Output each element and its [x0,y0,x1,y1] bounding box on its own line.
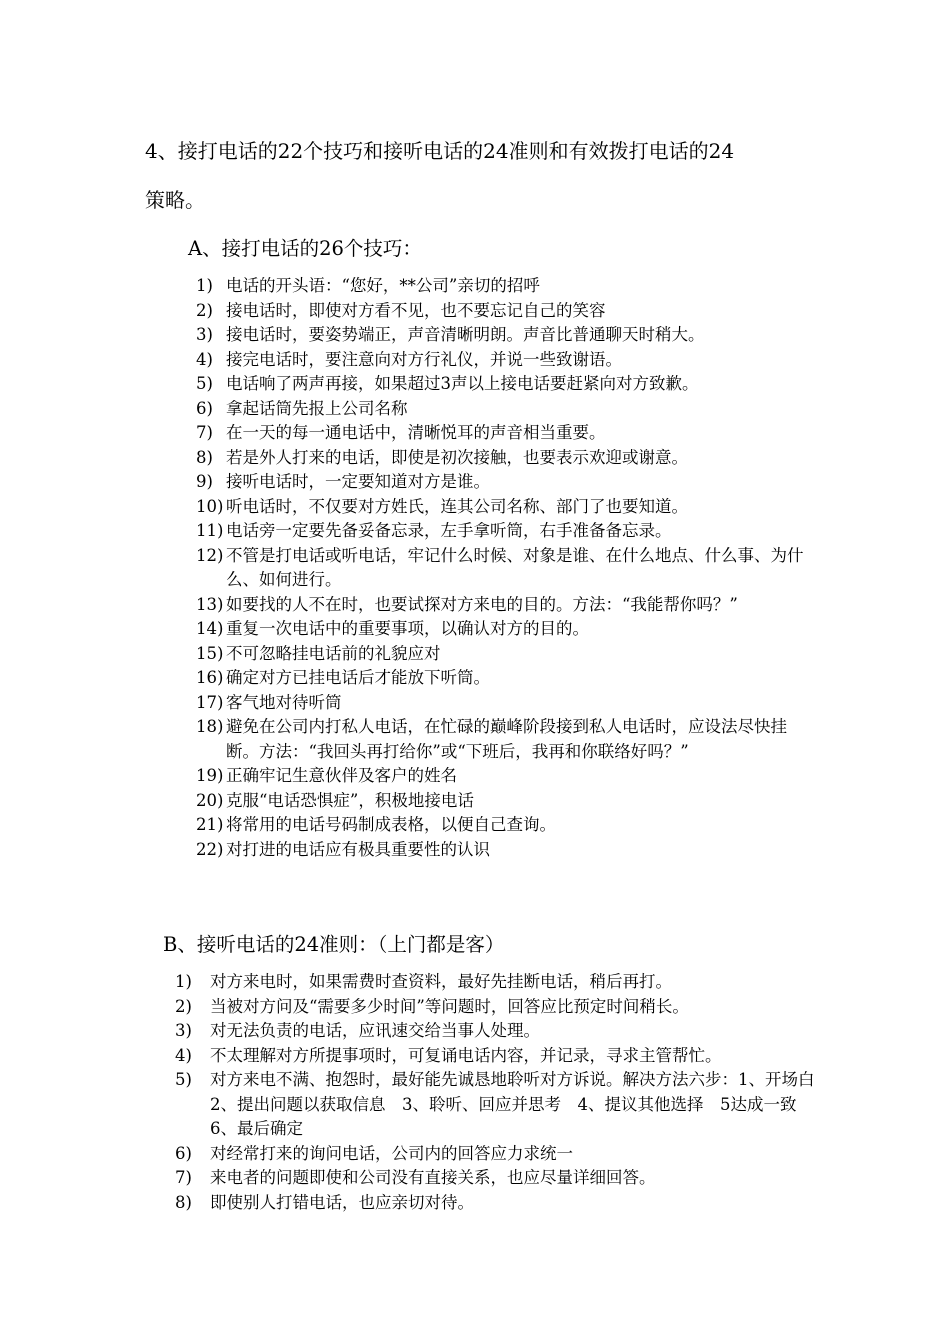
list-item-text: 电话旁一定要先备妥备忘录，左手拿听筒，右手准备备忘录。 [226,521,672,540]
section-a-list [196,274,810,862]
list-item-text: 如要找的人不在时，也要试探对方来电的目的。方法：“我能帮你吗？” [226,594,738,614]
list-item [196,470,810,495]
list-item-number: 11) [196,521,224,540]
list-item-text: 对经常打来的询问电话，公司内的回答应力求统一 [210,1143,573,1163]
list-item-text: 重复一次电话中的重要事项，以确认对方的目的。 [226,619,589,638]
list-item-number: 15) [196,643,224,663]
list-item-number: 4) [175,1045,192,1065]
list-item-number: 1) [196,276,213,295]
list-item [196,642,810,667]
list-item-text: 电话响了两声再接，如果超过3声以上接电话要赶紧向对方致歉。 [226,374,699,393]
list-item-number: 4) [196,349,213,369]
list-item-text: 对方来电不满、抱怨时，最好能先诚恳地聆听对方诉说。解决方法六步：1、开场白 2、提出问题以获取信息 3、聆听、回应并思考 4、提议其他选择 5达成一致 6、最后确定 [210,1070,831,1138]
list-item-text: 听电话时，不仅要对方姓氏，连其公司名称、部门了也要知道。 [226,496,688,516]
document-heading-line2: 策略。 [145,188,205,212]
section-b-list [175,970,831,1215]
list-item-number: 6) [175,1143,192,1163]
list-item-text: 接听电话时，一定要知道对方是谁。 [226,472,490,491]
list-item-text: 即使别人打错电话，也应亲切对待。 [210,1192,474,1212]
list-item [196,446,810,471]
list-item-text: 对打进的电话应有极具重要性的认识 [226,839,490,859]
list-item [196,838,810,863]
list-item-number: 2) [175,996,192,1016]
list-item [196,789,810,814]
section-b-title: B、接听电话的24准则：（上门都是客） [163,933,505,956]
list-item-text: 在一天的每一通电话中，清晰悦耳的声音相当重要。 [226,423,606,442]
list-item-text: 若是外人打来的电话，即使是初次接触，也要表示欢迎或谢意。 [226,447,688,467]
list-item [196,593,810,618]
list-item-number: 9) [196,472,213,491]
list-item [196,372,810,397]
list-item-number: 21) [196,815,224,834]
list-item-text: 确定对方已挂电话后才能放下听筒。 [226,668,490,687]
list-item-text: 当被对方问及“需要多少时间”等问题时，回答应比预定时间稍长。 [210,996,689,1016]
document-heading-line1: 4、接打电话的22个技巧和接听电话的24准则和有效拨打电话的24 [145,139,735,163]
list-item [196,348,810,373]
list-item [175,1142,820,1167]
list-item-text: 对方来电时，如果需费时查资料，最好先挂断电话，稍后再打。 [210,972,672,991]
list-item [196,299,810,324]
list-item-number: 18) [196,717,224,736]
list-item-number: 5) [196,374,213,393]
list-item-number: 16) [196,668,224,687]
list-item-number: 20) [196,790,224,810]
list-item-text: 接电话时，要姿势端正，声音清晰明朗。声音比普通聊天时稍大。 [226,325,705,344]
list-item [196,274,810,299]
list-item [196,544,810,593]
list-item-text: 拿起话筒先报上公司名称 [226,398,408,418]
list-item [175,1166,820,1191]
list-item-number: 19) [196,766,224,785]
list-item-number: 1) [175,972,192,991]
list-item-text: 客气地对待听筒 [226,692,342,712]
list-item [175,1019,820,1044]
list-item [196,397,810,422]
list-item [175,970,820,995]
list-item [196,495,810,520]
list-item [196,421,810,446]
list-item-number: 17) [196,692,224,712]
list-item-number: 3) [196,325,213,344]
list-item-text: 来电者的问题即使和公司没有直接关系，也应尽量详细回答。 [210,1168,656,1187]
section-a-title: A、接打电话的26个技巧： [188,237,422,260]
list-item-number: 22) [196,839,224,859]
list-item-number: 6) [196,398,213,418]
list-item-text: 避免在公司内打私人电话，在忙碌的巅峰阶段接到私人电话时，应设法尽快挂断。方法：“我回头再打给你”或“下班后，我再和你联络好吗？” [226,717,787,761]
list-item-text: 接完电话时，要注意向对方行礼仪，并说一些致谢语。 [226,349,622,369]
list-item-text: 电话的开头语：“您好，**公司”亲切的招呼 [226,276,540,295]
list-item [196,666,810,691]
list-item-text: 不太理解对方所提事项时，可复诵电话内容，并记录，寻求主管帮忙。 [210,1045,722,1065]
list-item-number: 2) [196,300,213,320]
list-item [175,1068,831,1142]
list-item-number: 8) [175,1192,192,1212]
list-item [175,995,820,1020]
list-item [175,1044,820,1069]
list-item [196,519,810,544]
list-item [196,323,810,348]
list-item-number: 8) [196,447,213,467]
list-item-number: 14) [196,619,224,638]
list-item-number: 5) [175,1070,192,1089]
list-item-number: 3) [175,1021,192,1040]
list-item-number: 13) [196,594,224,614]
list-item [175,1191,820,1216]
list-item-text: 不管是打电话或听电话，牢记什么时候、对象是谁、在什么地点、什么事、为什么、如何进行。 [226,545,804,589]
list-item-text: 将常用的电话号码制成表格，以便自己查询。 [226,815,556,834]
list-item [196,715,810,764]
list-item [196,691,810,716]
list-item [196,764,810,789]
list-item-text: 正确牢记生意伙伴及客户的姓名 [226,766,457,785]
list-item-number: 7) [196,423,213,442]
list-item [196,617,810,642]
list-item-number: 12) [196,545,224,565]
list-item-text: 克服“电话恐惧症”，积极地接电话 [226,790,474,810]
list-item-number: 7) [175,1168,192,1187]
list-item [196,813,810,838]
list-item-text: 不可忽略挂电话前的礼貌应对 [226,643,441,663]
list-item-text: 接电话时，即使对方看不见，也不要忘记自己的笑容 [226,300,606,320]
list-item-number: 10) [196,496,224,516]
list-item-text: 对无法负责的电话，应讯速交给当事人处理。 [210,1021,540,1040]
